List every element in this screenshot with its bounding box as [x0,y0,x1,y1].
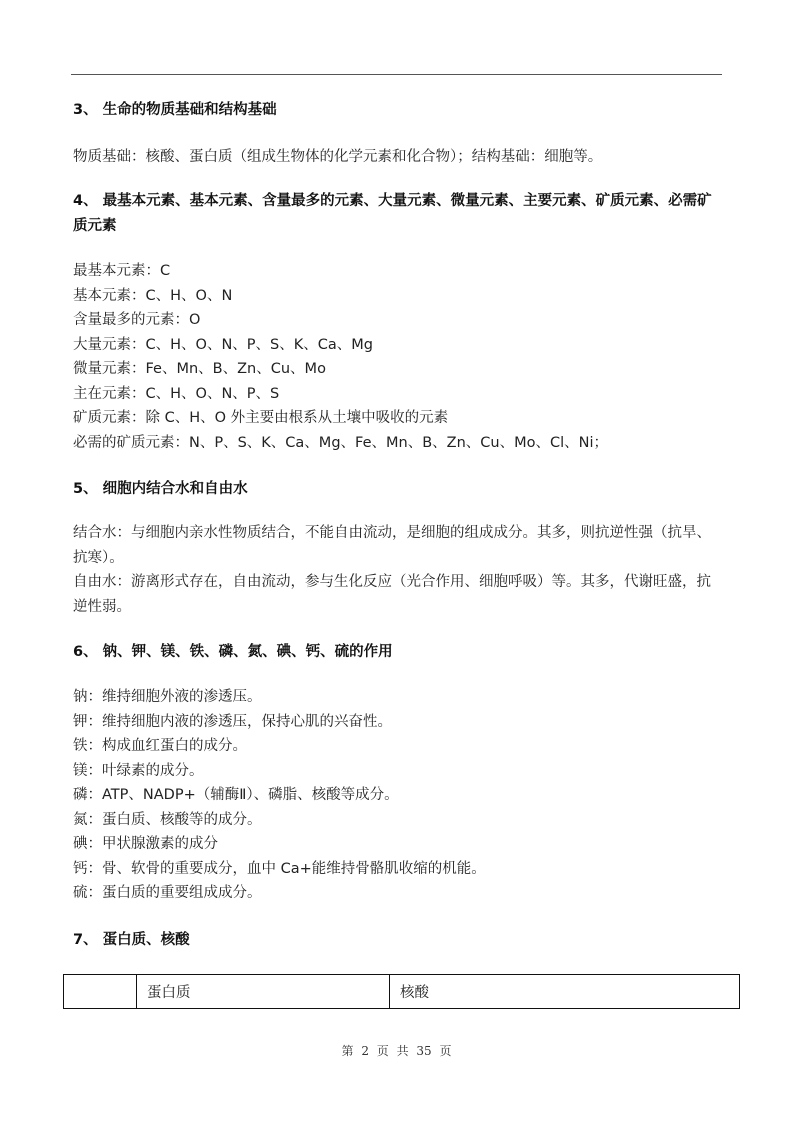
section-5-list [73,521,725,619]
section-6-heading: 6、 钠、钾、镁、铁、磷、氮、碘、钙、硫的作用 [73,644,393,660]
list-item: 铁：构成血红蛋白的成分。 [73,738,247,754]
list-item: 磷：ATP、NADP+（辅酶Ⅱ）、磷脂、核酸等成分。 [73,787,399,803]
list-item: 自由水：游离形式存在，自由流动，参与生化反应（光合作用、细胞呼吸）等。其多，代谢旺盛，抗逆性弱。 [73,574,711,615]
list-item: 钠：维持细胞外液的渗透压。 [73,689,262,705]
section-7-heading: 7、 蛋白质、核酸 [73,932,190,948]
section-3-text: 物质基础：核酸、蛋白质（组成生物体的化学元素和化合物）；结构基础：细胞等。 [73,149,603,165]
section-4-heading: 4、 最基本元素、基本元素、含量最多的元素、大量元素、微量元素、主要元素、矿质元素、必需矿质元素 [73,193,712,234]
table-header-row [64,975,740,1009]
list-item: 大量元素：C、H、O、N、P、S、K、Ca、Mg [73,336,373,353]
list-item: 主在元素：C、H、O、N、P、S [73,385,280,402]
list-item: 含量最多的元素：O [73,312,201,328]
list-item: 最基本元素：C [73,263,171,279]
list-item: 硫：蛋白质的重要组成成分。 [73,885,262,901]
list-item: 矿质元素：除 C、H、O 外主要由根系从土壤中吸收的元素 [73,410,449,426]
comparison-table [63,974,740,1009]
table-header-cell: 蛋白质 [137,975,390,1009]
list-item: 必需的矿质元素：N、P、S、K、Ca、Mg、Fe、Mn、B、Zn、Cu、Mo、Cl、Ni； [73,434,608,451]
section-5-heading: 5、 细胞内结合水和自由水 [73,481,248,497]
table-header-cell: 核酸 [390,975,740,1009]
section-3-heading: 3、 生命的物质基础和结构基础 [73,102,277,118]
list-item: 钾：维持细胞内液的渗透压，保持心肌的兴奋性。 [73,713,392,730]
list-item: 钙：骨、软骨的重要成分，血中 Ca+能维持骨骼肌收缩的机能。 [73,860,486,877]
header-rule [71,74,722,75]
list-item: 微量元素：Fe、Mn、B、Zn、Cu、Mo [73,361,326,377]
section-6-list [73,685,725,906]
table-header-cell [64,975,137,1009]
list-item: 碘：甲状腺激素的成分 [73,836,218,852]
page-footer: 第 2 页 共 35 页 [341,1044,452,1058]
list-item: 氮：蛋白质、核酸等的成分。 [73,811,262,828]
list-item: 基本元素：C、H、O、N [73,287,233,304]
list-item: 结合水：与细胞内亲水性物质结合，不能自由流动，是细胞的组成成分。其多，则抗逆性强（抗旱、抗寒）。 [73,525,711,566]
list-item: 镁：叶绿素的成分。 [73,762,204,779]
section-4-list [73,259,725,455]
